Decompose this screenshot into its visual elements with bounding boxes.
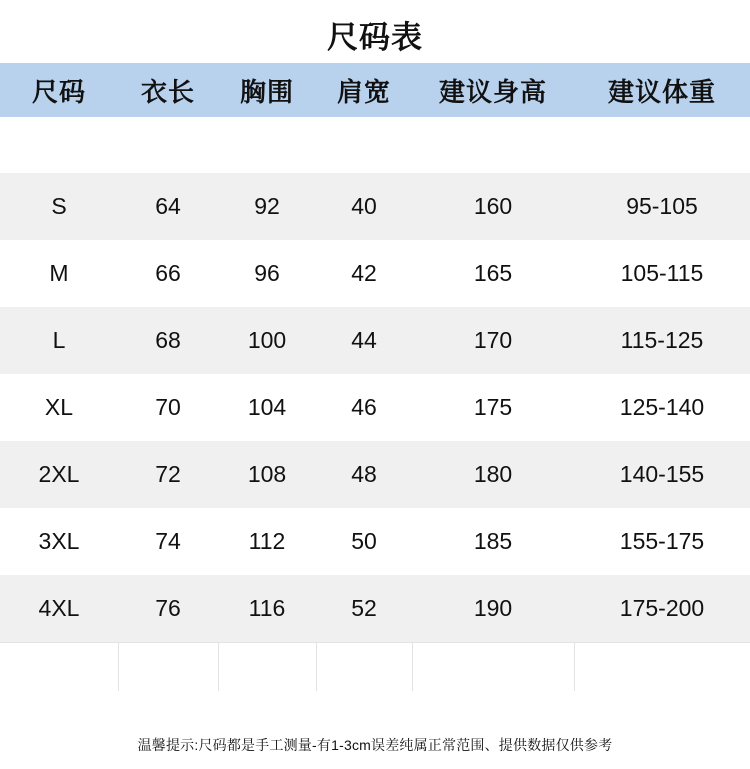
column-header-shoulder: 肩宽	[336, 76, 391, 107]
cell-length: 66	[118, 240, 218, 307]
cell-height: 180	[412, 441, 574, 508]
cell-length: 76	[118, 575, 218, 643]
cell-height: 185	[412, 508, 574, 575]
cell-bust: 104	[218, 374, 316, 441]
footnote-text: 温馨提示:尺码都是手工测量-有1-3cm误差纯属正常范围、提供数据仅供参考	[137, 737, 613, 753]
table-header	[0, 63, 750, 117]
cell-shoulder: 48	[316, 441, 412, 508]
table-row	[0, 307, 750, 374]
cell-shoulder: 50	[316, 508, 412, 575]
cell-length: 64	[118, 173, 218, 240]
cell-size: 4XL	[0, 575, 118, 643]
cell-size: XL	[0, 374, 118, 441]
cell-shoulder: 44	[316, 307, 412, 374]
cell-bust: 108	[218, 441, 316, 508]
header-row	[0, 63, 750, 117]
column-header-height: 建议身高	[438, 76, 547, 107]
cell-shoulder: 42	[316, 240, 412, 307]
cell-weight: 155-175	[574, 508, 750, 575]
cell-shoulder: 52	[316, 575, 412, 643]
spacer-row	[0, 117, 750, 173]
column-header-weight: 建议体重	[607, 76, 716, 107]
cell-bust: 116	[218, 575, 316, 643]
cell-shoulder: 46	[316, 374, 412, 441]
cell-size: 3XL	[0, 508, 118, 575]
empty-row	[0, 643, 750, 692]
cell-bust: 112	[218, 508, 316, 575]
cell-height: 190	[412, 575, 574, 643]
cell-size: 2XL	[0, 441, 118, 508]
cell-weight: 95-105	[574, 173, 750, 240]
cell-size: L	[0, 307, 118, 374]
size-table	[0, 63, 750, 691]
table-row	[0, 575, 750, 643]
cell-bust: 96	[218, 240, 316, 307]
cell-length: 68	[118, 307, 218, 374]
cell-height: 165	[412, 240, 574, 307]
table-body	[0, 117, 750, 691]
column-header-bust: 胸围	[239, 76, 294, 107]
cell-height: 175	[412, 374, 574, 441]
cell-length: 70	[118, 374, 218, 441]
cell-shoulder: 40	[316, 173, 412, 240]
cell-bust: 92	[218, 173, 316, 240]
cell-size: S	[0, 173, 118, 240]
cell-length: 72	[118, 441, 218, 508]
cell-weight: 140-155	[574, 441, 750, 508]
cell-weight: 125-140	[574, 374, 750, 441]
cell-size: M	[0, 240, 118, 307]
table-row	[0, 173, 750, 240]
cell-length: 74	[118, 508, 218, 575]
column-header-size: 尺码	[31, 76, 86, 107]
cell-height: 160	[412, 173, 574, 240]
table-row	[0, 374, 750, 441]
table-row	[0, 508, 750, 575]
table-row	[0, 240, 750, 307]
cell-bust: 100	[218, 307, 316, 374]
cell-height: 170	[412, 307, 574, 374]
page-title: 尺码表	[327, 20, 423, 55]
table-row	[0, 441, 750, 508]
cell-weight: 115-125	[574, 307, 750, 374]
column-header-length: 衣长	[140, 76, 195, 107]
cell-weight: 175-200	[574, 575, 750, 643]
cell-weight: 105-115	[574, 240, 750, 307]
